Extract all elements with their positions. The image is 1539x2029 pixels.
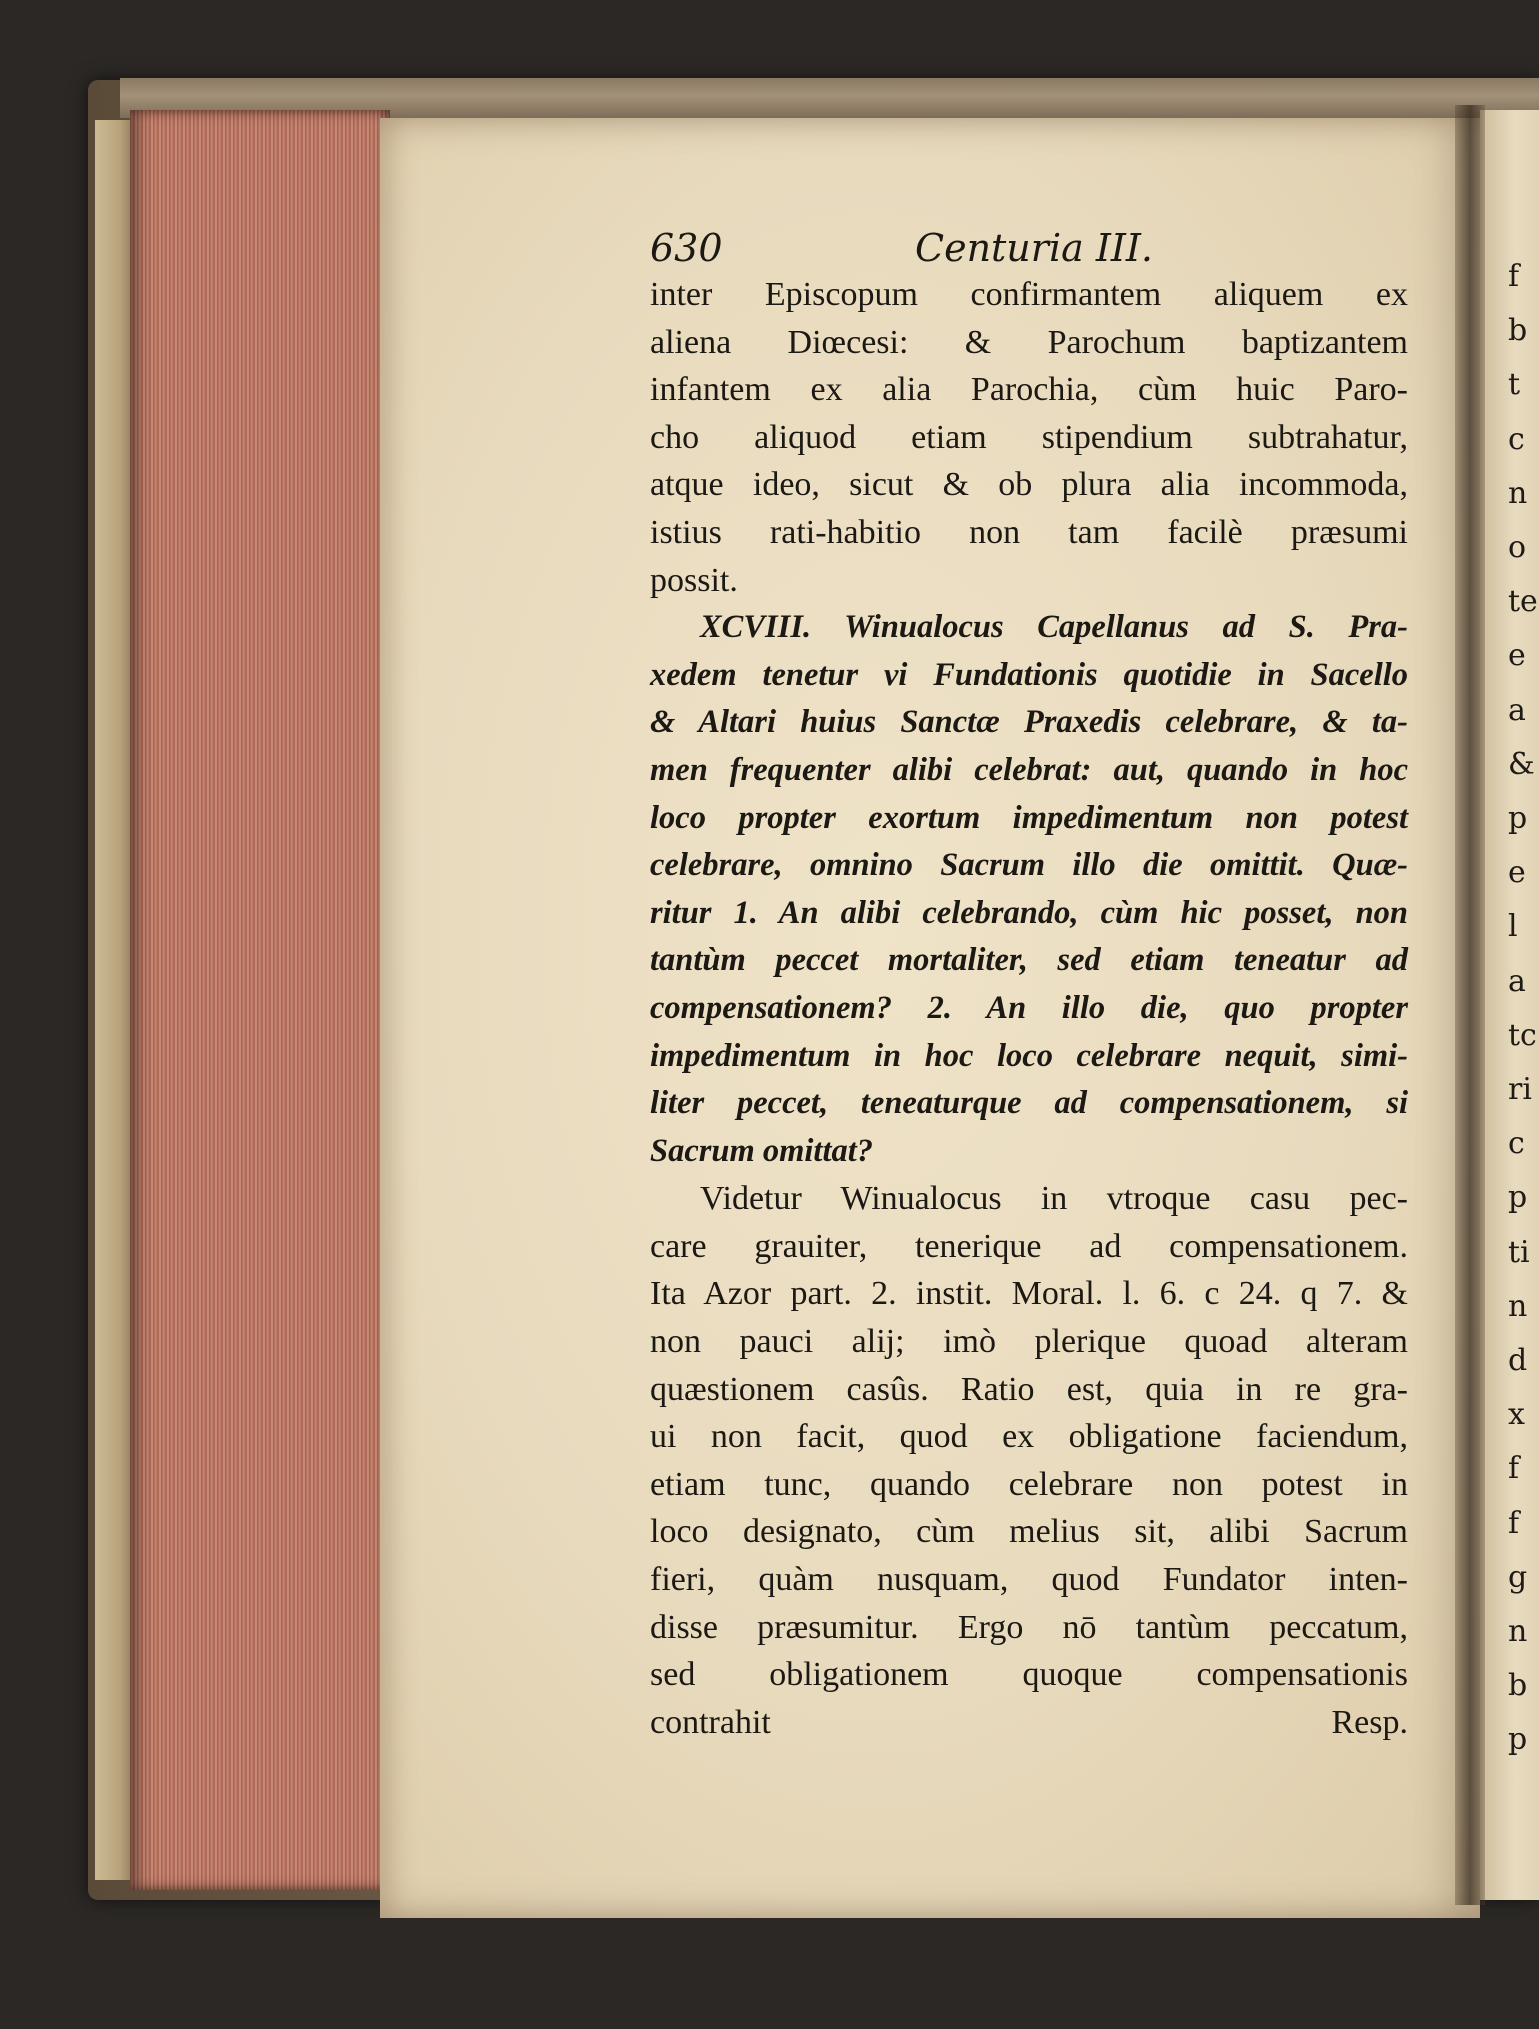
page-header	[650, 225, 1408, 271]
text-line: men frequenter alibi celebrat: aut, quando in hoc	[650, 751, 1408, 788]
text-line: istius rati-habitio non tam facilè præsumi	[650, 513, 1408, 551]
facing-page-letter: e	[1508, 855, 1526, 891]
text-line: sed obligationem quoque compensationis	[650, 1656, 1408, 1694]
text-line: tantùm peccet mortaliter, sed etiam teneatur ad	[650, 942, 1408, 979]
page-number: 630	[650, 226, 723, 270]
text-line: liter peccet, teneaturque ad compensationem, si	[650, 1085, 1408, 1122]
facing-page-letter: tc	[1508, 1017, 1537, 1053]
facing-page-letter: c	[1508, 1126, 1525, 1162]
text-line: non pauci alij; imò plerique quoad alteram	[650, 1323, 1408, 1361]
body-text	[650, 271, 1408, 1699]
text-line: possit.	[650, 561, 738, 599]
facing-page-letter: p	[1508, 1180, 1528, 1216]
facing-page-letter: f	[1508, 259, 1520, 294]
text-line: etiam tunc, quando celebrare non potest in	[650, 1465, 1408, 1503]
catchline-left: contrahit	[650, 1703, 771, 1741]
facing-page-letter: d	[1508, 1343, 1528, 1378]
text-line: cho aliquod etiam stipendium subtrahatur,	[650, 418, 1408, 456]
text-line: loco propter exortum impedimentum non potest	[650, 799, 1408, 836]
facing-page-letter: ti	[1508, 1234, 1530, 1270]
facing-page-letter: f	[1508, 1505, 1520, 1541]
text-line: xedem tenetur vi Fundationis quotidie in Sacello	[650, 656, 1408, 693]
facing-page-letter: f	[1508, 1451, 1520, 1487]
page-text-block	[650, 225, 1408, 1746]
text-line: disse præsumitur. Ergo nō tantùm peccatum,	[650, 1608, 1408, 1646]
facing-page-letter: n	[1508, 1614, 1528, 1649]
text-line: atque ideo, sicut & ob plura alia incommoda,	[650, 466, 1408, 504]
facing-page-letter: ri	[1508, 1072, 1532, 1107]
facing-page-letter: p	[1508, 1722, 1528, 1758]
text-line: Ita Azor part. 2. instit. Moral. l. 6. c 24. q 7. &	[650, 1275, 1408, 1313]
facing-page-letter: l	[1508, 909, 1518, 945]
facing-page-letter: x	[1508, 1397, 1525, 1433]
facing-page-letter: p	[1508, 801, 1528, 836]
facing-page-letter: c	[1508, 421, 1525, 457]
text-line: ritur 1. An alibi celebrando, cùm hic posset, non	[650, 894, 1408, 931]
text-line: XCVIII. Winualocus Capellanus ad S. Pra-	[700, 609, 1408, 646]
text-line: infantem ex alia Parochia, cùm huic Paro-	[650, 371, 1408, 409]
text-line: fieri, quàm nusquam, quod Fundator inten-	[650, 1561, 1408, 1599]
red-page-edges	[130, 110, 390, 1890]
facing-page-letter: t	[1508, 367, 1521, 403]
facing-page-letter: n	[1508, 1288, 1528, 1324]
text-line: Sacrum omittat?	[650, 1132, 874, 1169]
facing-page-letter: n	[1508, 475, 1528, 511]
facing-page-letter: a	[1508, 963, 1526, 999]
book-spine-strip	[95, 120, 135, 1880]
text-line: quæstionem casûs. Ratio est, quia in re gra-	[650, 1370, 1408, 1408]
text-line: aliena Diœcesi: & Parochum baptizantem	[650, 323, 1408, 361]
facing-page-letter: b	[1508, 1668, 1528, 1704]
facing-page-letter: a	[1508, 692, 1526, 728]
text-line: compensationem? 2. An illo die, quo propter	[650, 989, 1408, 1026]
text-line: impedimentum in hoc loco celebrare nequit, simi-	[650, 1037, 1408, 1074]
catchline	[650, 1699, 1408, 1747]
text-line: loco designato, cùm melius sit, alibi Sacrum	[650, 1513, 1408, 1551]
text-line: care grauiter, tenerique ad compensationem.	[650, 1227, 1408, 1265]
text-line: celebrare, omnino Sacrum illo die omittit. Quæ-	[650, 847, 1408, 884]
text-line: Videtur Winualocus in vtroque casu pec-	[700, 1180, 1408, 1218]
book-gutter	[1455, 105, 1485, 1905]
text-line: & Altari huius Sanctæ Praxedis celebrare, & ta-	[650, 704, 1408, 741]
facing-page-letter: g	[1508, 1559, 1528, 1595]
text-line: ui non facit, quod ex obligatione faciendum,	[650, 1418, 1408, 1456]
running-title: Centuria III.	[915, 226, 1153, 270]
facing-page-letter: b	[1508, 313, 1528, 349]
facing-page-letter: e	[1508, 638, 1526, 674]
catchword: Resp.	[1331, 1703, 1408, 1741]
facing-page-letter: &	[1508, 746, 1535, 782]
facing-page-letter: o	[1508, 530, 1527, 565]
facing-page-letter: te	[1508, 584, 1538, 620]
text-line: inter Episcopum confirmantem aliquem ex	[650, 276, 1408, 313]
